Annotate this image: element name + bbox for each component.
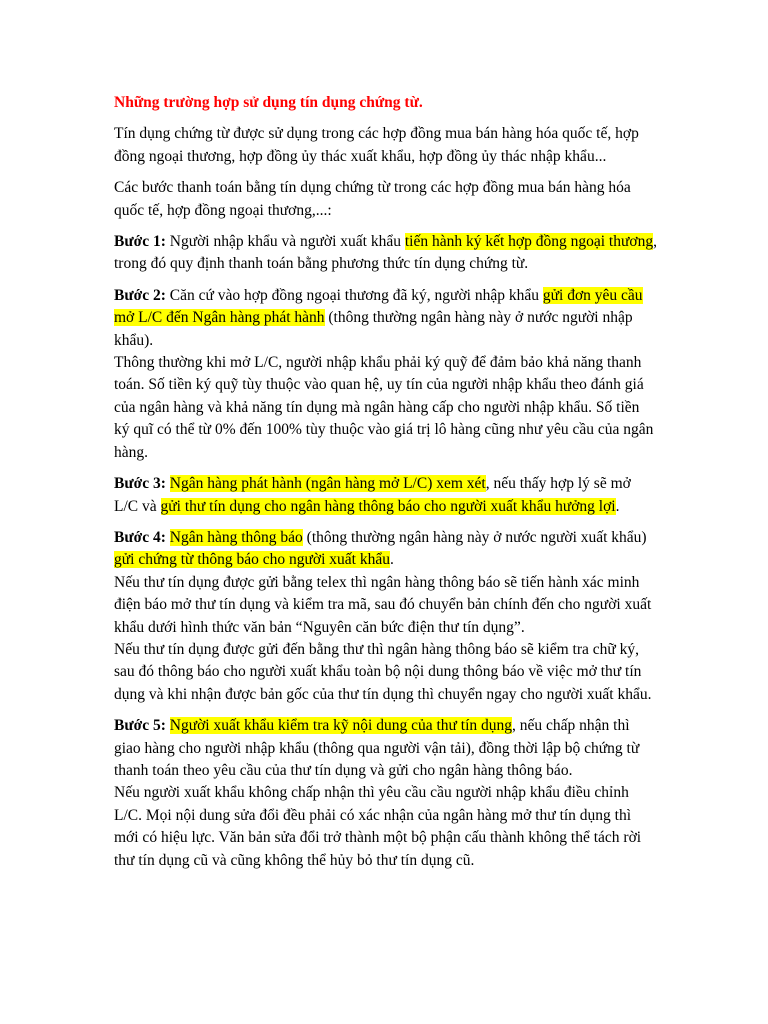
step-5-detail-1: Nếu người xuất khẩu không chấp nhận thì yêu cầu cầu người nhập khẩu điều chỉnh L/C. Mọi nội dung sửa đổi đều phải có xác nhận của ngân hàng mở thư tín dụng thì mới có hiệu lực. Văn bản sửa đổi trở thành một bộ phận cấu thành không thể tách rời thư tín dụng cũ và cũng không thể hủy bỏ thư tín dụng cũ. [114,784,642,869]
step-4-label: Bước 4: [114,528,166,546]
step-3-label: Bước 3: [114,475,166,493]
step-text: (thông thường ngân hàng này ở nước người xuất khẩu) [302,528,647,546]
step-2-paragraph [114,285,658,464]
step-4-paragraph [114,527,658,706]
highlighted-text: tiến hành ký kết hợp đồng ngoại thương [404,233,654,251]
step-2-label: Bước 2: [114,286,166,304]
step-3-paragraph [114,473,658,518]
document-title: Những trường hợp sử dụng tín dụng chứng từ. [114,94,423,111]
highlighted-text: Người xuất khẩu kiểm tra kỹ nội dung của thư tín dụng [169,717,513,735]
step-2-detail-1: Thông thường khi mở L/C, người nhập khẩu phải ký quỹ để đảm bảo khả năng thanh toán. Số tiền ký quỹ tùy thuộc vào quan hệ, uy tín của người nhập khẩu theo đánh giá của ngân hàng và khả năng tín dụng mà ngân hàng cấp cho người nhập khẩu. Số tiền ký quĩ có thể từ 0% đến 100% tùy thuộc vào giá trị lô hàng cũng như yêu cầu của ngân hàng. [114,354,654,461]
step-text: , trong đó quy định thanh toán bằng phương thức tín dụng chứng từ. [114,233,657,273]
step-text: . [615,497,620,515]
highlighted-text: Ngân hàng phát hành (ngân hàng mở L/C) xem xét [169,475,486,493]
highlighted-text: gửi đơn yêu cầu mở L/C đến Ngân hàng phát hành [114,286,643,327]
step-4-detail-2: Nếu thư tín dụng được gửi đến bằng thư thì ngân hàng thông báo sẽ kiểm tra chữ ký, sau đó thông báo cho người xuất khẩu toàn bộ nội dung thông báo về việc mở thư tín dụng và khi nhận được bản gốc của thư tín dụng thì chuyển ngay cho người xuất khẩu. [114,640,652,703]
step-1-label: Bước 1: [114,233,166,251]
intro-paragraph-1: Tín dụng chứng từ được sử dụng trong các hợp đồng mua bán hàng hóa quốc tế, hợp đồng ngoại thương, hợp đồng ủy thác xuất khẩu, hợp đồng ủy thác nhập khẩu... [114,125,639,165]
highlighted-text: Ngân hàng thông báo [169,528,303,546]
step-5-paragraph [114,715,658,872]
steps-list [114,231,658,872]
step-5-label: Bước 5: [114,717,166,735]
step-text: Người nhập khẩu và người xuất khẩu [165,233,405,251]
step-text: Căn cứ vào hợp đồng ngoại thương đã ký, người nhập khẩu [165,286,543,304]
step-text: (thông thường ngân hàng này ở nước người nhập khẩu). [114,309,633,349]
highlighted-text: gửi chứng từ thông báo cho người xuất khẩu [114,551,390,569]
step-text: . [389,551,394,569]
step-text: , nếu thấy hợp lý sẽ mở L/C và [114,475,631,515]
intro-paragraph-2: Các bước thanh toán bằng tín dụng chứng từ trong các hợp đồng mua bán hàng hóa quốc tế, hợp đồng ngoại thương,...: [114,179,631,219]
step-1-paragraph [114,231,658,276]
step-text: , nếu chấp nhận thì giao hàng cho người nhập khẩu (thông qua người vận tải), đồng thời lập bộ chứng từ thanh toán theo yêu cầu của thư tín dụng và gửi cho ngân hàng thông báo. [114,717,640,779]
highlighted-text: gửi thư tín dụng cho ngân hàng thông báo cho người xuất khẩu hưởng lợi [160,497,616,515]
step-4-detail-1: Nếu thư tín dụng được gửi bằng telex thì ngân hàng thông báo sẽ tiến hành xác minh điện báo mở thư tín dụng và kiểm tra mã, sau đó chuyển bản chính đến cho người xuất khẩu dưới hình thức văn bản “Nguyên căn bức điện thư tín dụng”. [114,573,652,636]
